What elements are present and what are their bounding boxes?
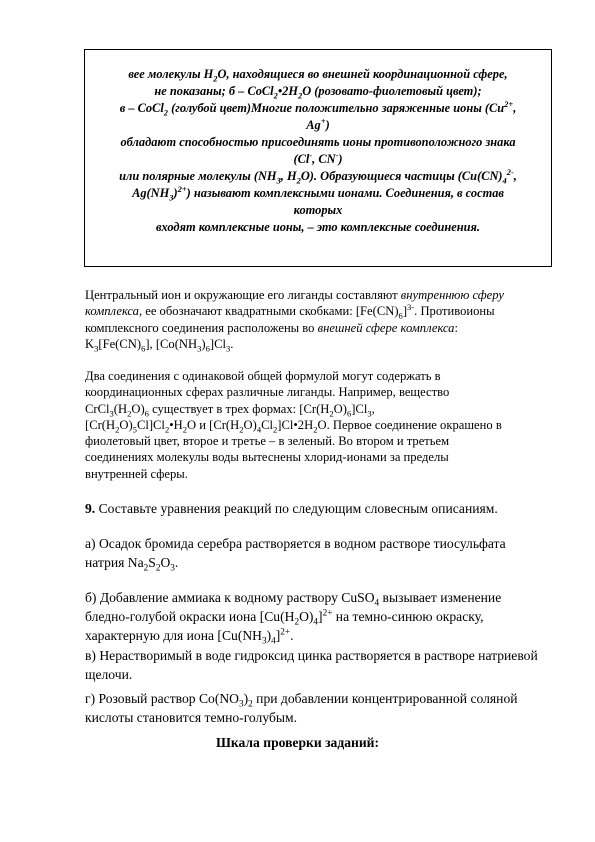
text-run: S (148, 555, 156, 570)
text-run: O. Первое соединение окрашено в (317, 417, 502, 432)
text-run: 2 (115, 424, 120, 435)
text-run: координационных сферах различные лиганды. Например, вещество (85, 385, 450, 400)
text-run: вызывает изменение (379, 590, 502, 605)
text-run: 4 (256, 424, 262, 435)
text-run: 3 (225, 343, 231, 354)
text-line (85, 553, 550, 572)
text-run: . Противоионы (414, 304, 495, 319)
grading-scale-heading: Шкала проверки заданий: (215, 735, 380, 750)
text-run: 3 (261, 635, 267, 646)
text-run: г) Розовый раствор Co(NO (85, 691, 239, 706)
text-run: при добавлении концентрированной соляной (252, 691, 518, 706)
text-run: вее молекулы H (128, 67, 214, 81)
text-line (85, 368, 550, 384)
text-run: ) называют комплексными ионами. Соединения, в состав (186, 186, 504, 200)
text-run: которых (293, 203, 343, 217)
text-run: 4 (502, 175, 507, 186)
text-run: характерную для иона [Cu(NH (85, 628, 262, 643)
text-line (93, 134, 543, 151)
task-9-title (85, 499, 550, 518)
text-run: входят комплексные ионы, – это комплексные соединения. (155, 220, 481, 234)
text-line (85, 417, 550, 433)
text-run: 2 (143, 562, 149, 573)
task-item-c (85, 646, 550, 684)
text-run: обладают способностью присоединять ионы противоположного знака (120, 135, 516, 149)
text-run: или полярные молекулы (NH (119, 169, 277, 183)
text-run: O, находящиеся во внешней координационной сфере, (217, 67, 508, 81)
text-run: 6 (205, 343, 210, 354)
text-run: Cl (261, 417, 273, 432)
text-run: ]Cl (351, 401, 368, 416)
text-run: 6 (144, 408, 149, 419)
text-run: 3 (109, 408, 114, 419)
text-run: (голубой цвет)Многие положительно заряженные ионы (Cu (168, 101, 505, 115)
text-line (85, 588, 550, 607)
text-run: , (513, 101, 517, 115)
text-run: ) (201, 336, 206, 351)
text-run: [Cr(H (85, 417, 116, 432)
text-line (85, 303, 550, 319)
text-line (85, 689, 550, 708)
text-run: O) (333, 401, 347, 416)
text-run: кислоты становится темно-голубым. (85, 710, 297, 725)
text-run: комплекса (85, 304, 139, 319)
text-line (85, 336, 550, 352)
text-line (93, 219, 543, 236)
text-run: : (454, 320, 458, 335)
text-run: 2 (313, 424, 318, 435)
text-run: O) (119, 417, 133, 432)
text-run: а) Осадок бромида серебра растворяется в водном растворе тиосульфата (85, 536, 506, 551)
text-run: O) (243, 417, 257, 432)
text-run: - (309, 149, 313, 160)
text-run: Центральный ион и окружающие его лиганды составляют (85, 288, 401, 302)
text-run: 3 (197, 343, 202, 354)
task-item-b (85, 588, 550, 645)
text-line (85, 607, 550, 626)
text-run: фиолетовый цвет, второе и третье – в зеленый. Во втором и третьем (85, 434, 450, 449)
text-run: 5 (132, 424, 137, 435)
text-run: 6 (398, 310, 403, 321)
text-run: 2 (155, 562, 161, 573)
text-run: 3 (367, 408, 372, 419)
task-item-d (85, 689, 550, 727)
text-line (85, 646, 550, 665)
text-line (85, 534, 550, 553)
text-run: O и [Cr(H (187, 417, 240, 432)
text-run: 3 (170, 562, 175, 573)
text-run: (H (113, 401, 128, 416)
text-line (93, 202, 543, 219)
text-run: ]Cl•2H (277, 417, 314, 432)
text-run: 2 (213, 73, 218, 84)
text-run: 2 (296, 175, 301, 186)
text-line (93, 168, 543, 185)
text-run: 4 (271, 635, 276, 646)
text-run: 4 (374, 597, 380, 608)
text-line (93, 100, 543, 117)
text-run: Ag (306, 118, 321, 132)
text-run: ], [Co(NH (145, 336, 198, 351)
task-item-a (85, 534, 550, 572)
text-run: 2 (239, 424, 244, 435)
text-run: 6 (346, 408, 352, 419)
text-line (85, 384, 550, 400)
text-run: 3 (94, 343, 99, 354)
text-run: . (174, 555, 179, 570)
text-line (93, 66, 543, 83)
text-line (85, 287, 550, 303)
text-run: натрия Na (85, 555, 144, 570)
text-run: 2+ (280, 626, 291, 637)
text-run: ] (275, 628, 281, 643)
text-run: 2 (127, 408, 132, 419)
text-run: K (85, 336, 95, 351)
text-run: на темно-синюю окраску, (332, 609, 484, 624)
text-run: •2H (277, 84, 299, 98)
text-run: , H (280, 169, 297, 183)
text-line (93, 117, 543, 134)
text-run: O (160, 555, 171, 570)
text-run: соединениях молекулы воды вытеснены хлорид-ионами за пределы (85, 450, 449, 465)
text-run: 4 (313, 616, 319, 627)
text-line (85, 499, 550, 518)
text-run: , (371, 401, 375, 416)
text-run: комплексного соединения расположены во (85, 320, 318, 335)
text-run: O). Образующиеся частицы (Cu(CN) (300, 169, 503, 183)
text-line (85, 401, 550, 417)
text-run: O) (299, 609, 314, 624)
text-run: ] (318, 609, 323, 624)
text-run: [Fe(CN) (98, 336, 142, 351)
text-run: + (320, 115, 326, 126)
text-run: - (335, 149, 339, 160)
text-run: 2 (273, 90, 278, 101)
text-run: 3 (169, 192, 174, 203)
text-run: в) Нерастворимый в воде гидроксид цинка растворяется в растворе натриевой (85, 648, 538, 663)
text-run: (Cl (293, 152, 310, 166)
paragraph-isomers (85, 368, 550, 482)
text-line (85, 320, 550, 336)
text-run: , ее обозначают квадратными скобками: [Fe(CN) (138, 304, 399, 319)
text-run: 2 (248, 698, 253, 709)
text-line (85, 626, 550, 645)
text-run: ) (338, 152, 343, 166)
text-run: Составьте уравнения реакций по следующим словесным описаниям. (95, 501, 498, 516)
text-run: 2 (329, 408, 334, 419)
text-run: 2+ (322, 607, 333, 618)
text-run: , (513, 169, 517, 183)
text-run: 3- (407, 302, 415, 313)
text-line (85, 466, 550, 482)
text-run: внутренней сферы. (85, 466, 188, 481)
text-run: 2 (273, 424, 278, 435)
text-run: 2 (164, 424, 170, 435)
info-box (84, 49, 552, 267)
text-run: ]Cl (209, 336, 226, 351)
text-run: Cl]Cl (136, 417, 165, 432)
text-run: ] (402, 304, 408, 319)
text-run: 2 (294, 616, 300, 627)
text-run: . (290, 628, 294, 643)
text-run: 6 (141, 343, 146, 354)
text-line (93, 185, 543, 202)
text-run: 3 (238, 698, 244, 709)
text-run: внешней сфере комплекса (317, 320, 455, 335)
text-run: 2+ (177, 183, 187, 194)
text-run: ) (173, 186, 178, 200)
text-run: существует в трех формах: [Cr(H (148, 401, 330, 416)
text-run: внутреннюю сферу (400, 288, 504, 302)
text-run: , CN (312, 152, 336, 166)
text-run: щелочи. (85, 667, 133, 682)
text-line (93, 151, 543, 168)
text-run: б) Добавление аммиака к водному раствору CuSO (85, 590, 375, 605)
text-line (85, 449, 550, 465)
text-run: Ag(NH (132, 186, 170, 200)
text-run: ) (325, 118, 330, 132)
text-run: 9. (85, 501, 96, 516)
text-line (85, 708, 550, 727)
text-line (93, 83, 543, 100)
text-run: O) (131, 401, 145, 416)
text-run: 2+ (504, 98, 514, 109)
text-run: 2- (506, 166, 514, 177)
text-run: 2 (163, 107, 169, 118)
text-run: в – CoCl (119, 101, 164, 115)
text-run: Два соединения с одинаковой общей формулой могут содержать в (85, 369, 441, 383)
text-run: ) (243, 691, 249, 706)
text-run: CrCl (85, 401, 110, 416)
text-run: бледно-голубой окраски иона [Cu(H (85, 609, 295, 624)
text-run: не показаны; б – CoCl (154, 84, 274, 98)
text-run: 2 (182, 424, 188, 435)
text-line (85, 433, 550, 449)
text-run: 3 (276, 175, 281, 186)
text-run: •H (169, 417, 183, 432)
text-run: O (розовато-фиолетовый цвет); (302, 84, 482, 98)
text-line (85, 665, 550, 684)
text-run: ) (266, 628, 272, 643)
text-run: . (230, 336, 234, 351)
text-run: 2 (298, 90, 303, 101)
paragraph-inner-sphere (85, 287, 550, 352)
